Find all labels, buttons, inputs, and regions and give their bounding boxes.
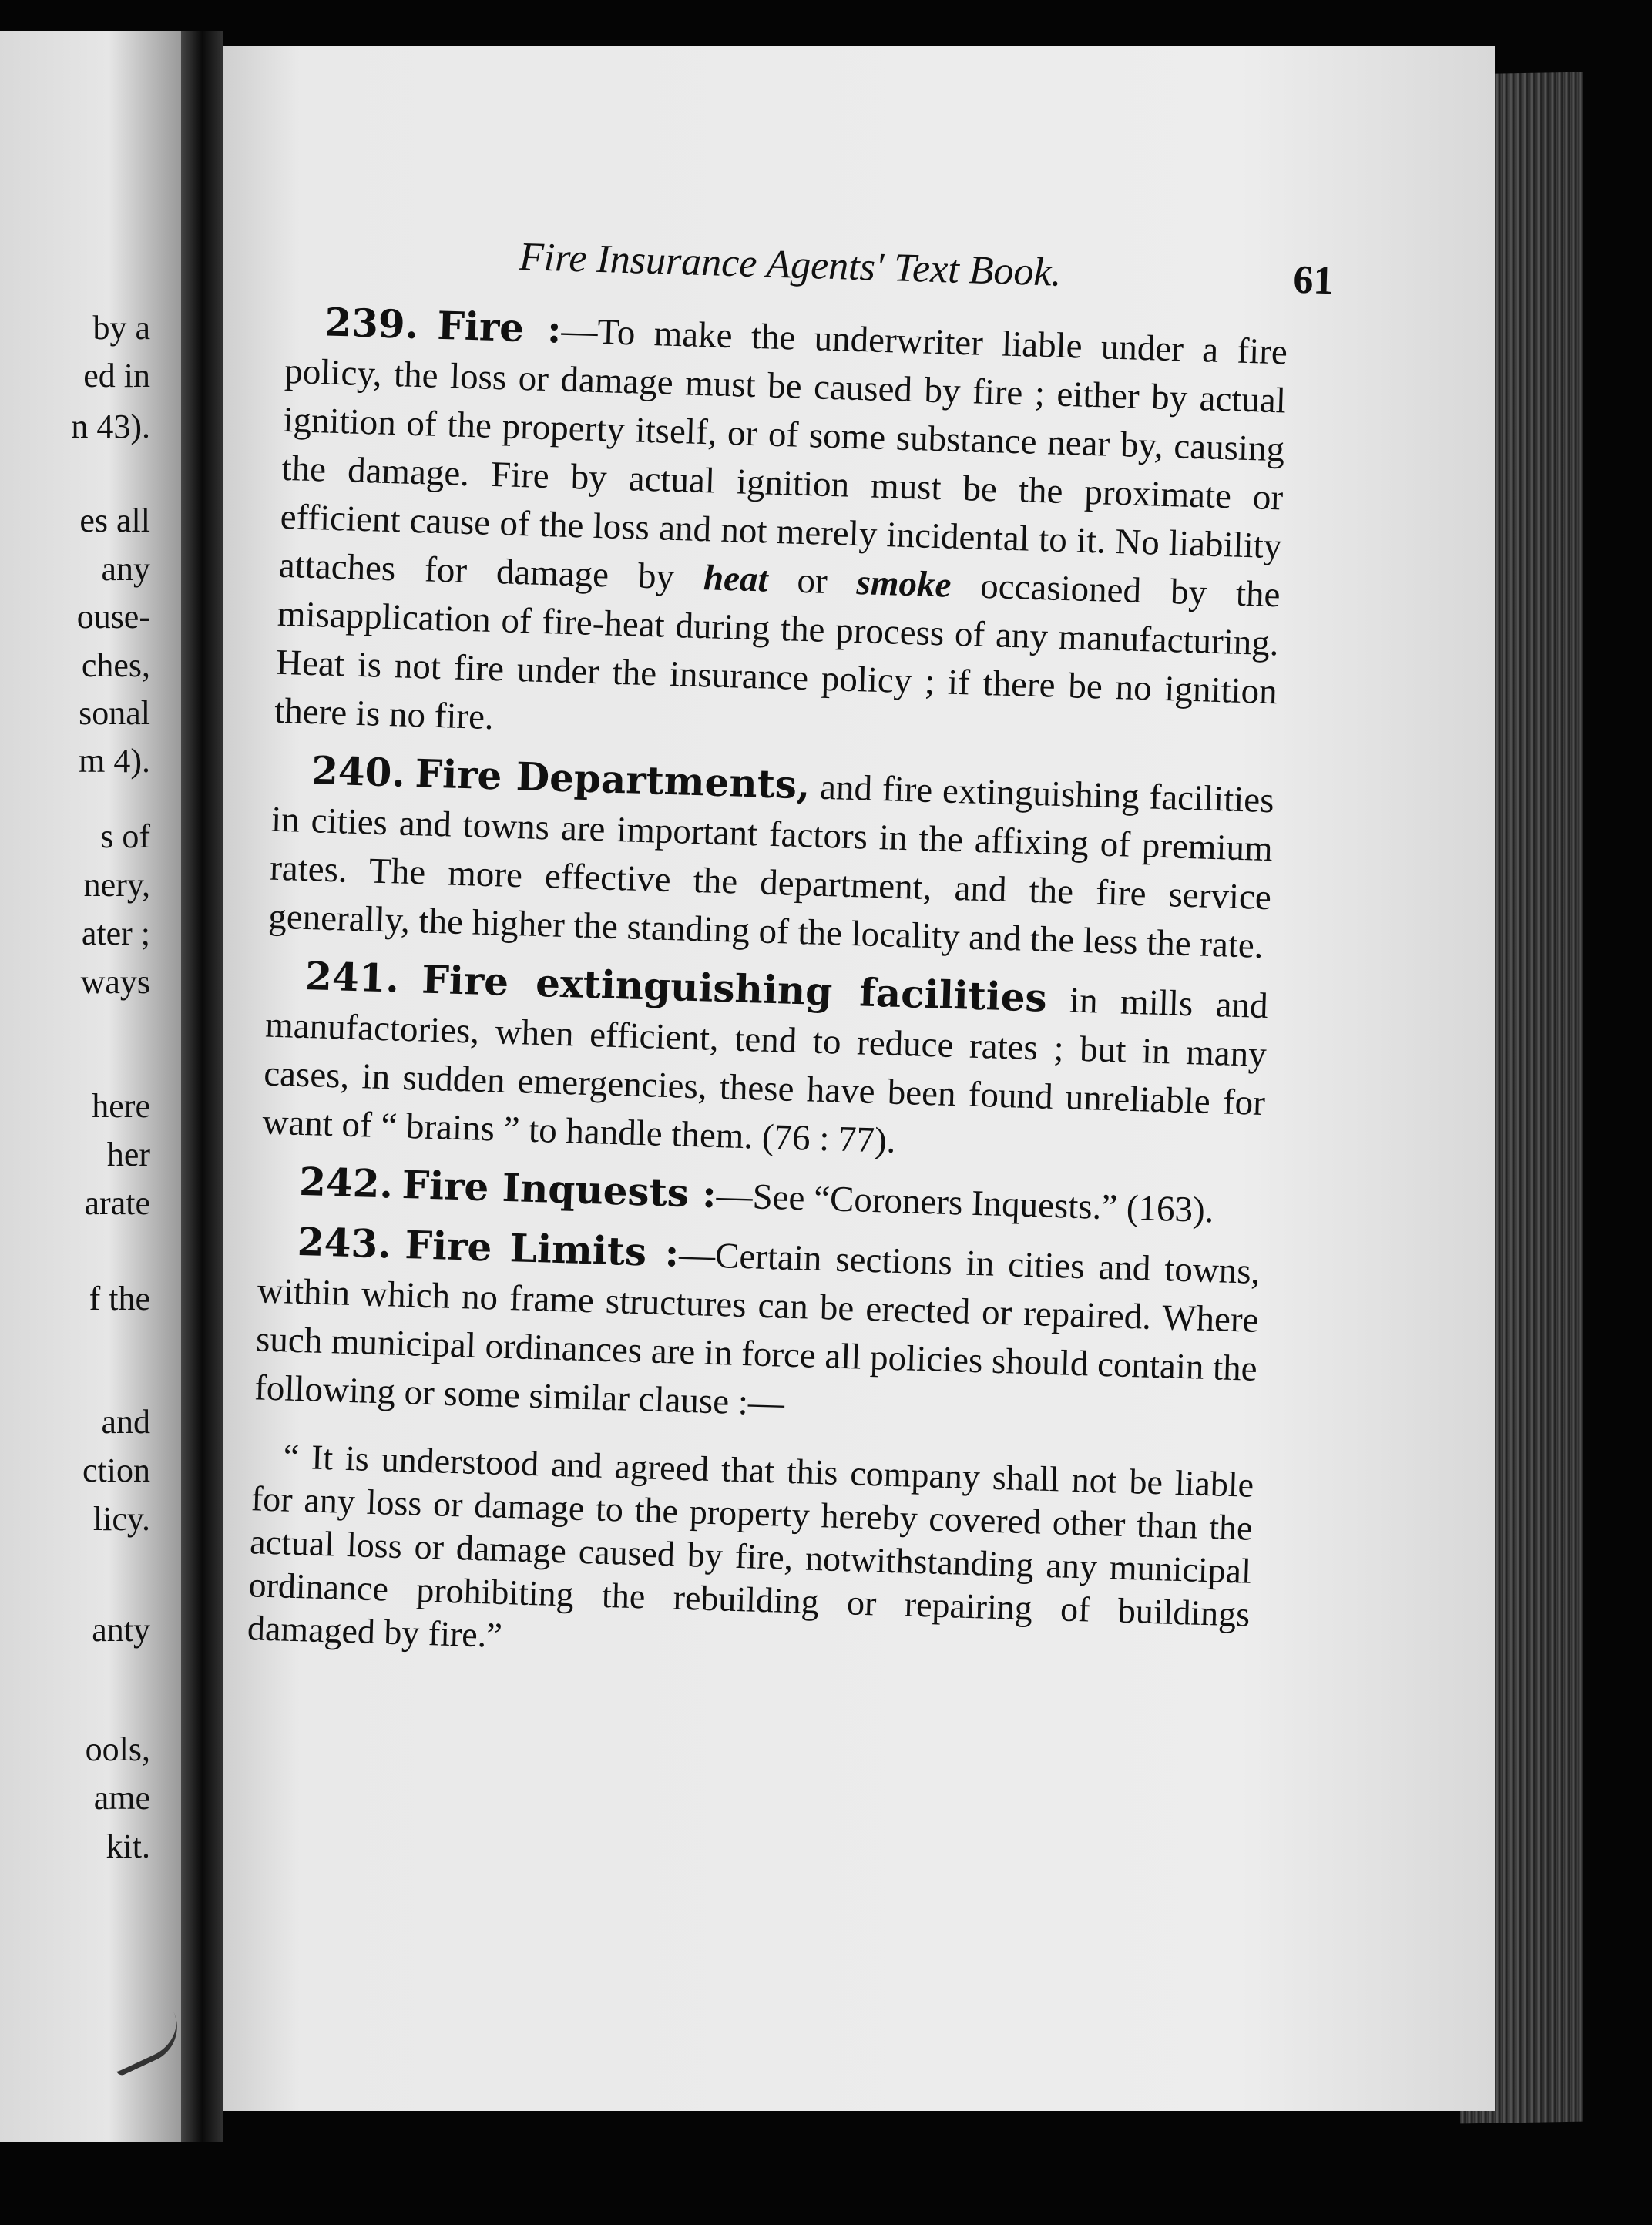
left-page-line: ater ; (81, 914, 150, 952)
emphasis-term: smoke (855, 562, 952, 606)
book-gutter (181, 31, 223, 2142)
left-page-line: n 43). (71, 408, 150, 445)
left-page-line: arate (84, 1184, 150, 1222)
entry-241 (262, 951, 1269, 1176)
left-page-fragment (0, 31, 181, 2142)
left-page-line: sonal (79, 694, 150, 732)
left-page-line: ouse- (76, 598, 150, 636)
entry-text: or (767, 559, 858, 603)
entry-heading: Fire Departments, (414, 750, 811, 808)
left-page-line: s of (100, 817, 150, 855)
entry-text: and fire extinguishing facilities in cities and towns are important factors in the affixing of premium rates. The more effective the department, and the fire service generally, the higher the standing of the locality and the less the rate. (267, 767, 1275, 966)
entry-239 (274, 297, 1288, 765)
entry-243 (254, 1216, 1261, 1441)
left-page-line: ools, (85, 1730, 150, 1768)
emphasis-term: heat (703, 558, 769, 600)
left-page-line: by a (92, 309, 150, 347)
entry-number: 239. (324, 299, 419, 348)
left-page-line: her (106, 1136, 150, 1173)
entry-heading: Fire Limits : (404, 1222, 680, 1276)
left-page-line: f the (89, 1280, 150, 1317)
entry-number: 243. (297, 1218, 392, 1267)
entry-text: —Certain sections in cities and towns, within which no frame structures can be erected or repaired. Where such municipal ordinances are in force all policies should contain the following or some similar clause :— (254, 1234, 1261, 1424)
left-page-line: here (92, 1087, 150, 1125)
page-number: 61 (1292, 257, 1335, 304)
policy-clause-quote: “ It is understood and agreed that this company shall not be liable for any loss or damage to the property hereby covered other than the actual loss or damage caused by fire, notwithstanding any municipal ordinance prohibiting the rebuilding or repairing of buildings damaged by fire.” (247, 1436, 1254, 1656)
entry-text: in mills and manufactories, when efficient, tend to reduce rates ; but in many cases, in sudden emergencies, these have been found unreliable for want of “ brains ” to handle them. (76 : 77). (261, 979, 1269, 1161)
entry-number: 240. (311, 747, 406, 796)
entry-number: 242. (298, 1158, 394, 1207)
entry-text: —See “Coroners Inquests.” (163). (715, 1176, 1215, 1231)
entry-text: —To make the underwriter liable under a fire policy, the loss or damage must be caused by fire ; either by actual ignition of the property itself, or of some substance near by, causing the damage. Fire by actual ignition must be the proximate or efficient cause of the loss and not merely incidental to it. No liability attaches for damage by (278, 310, 1288, 599)
left-page-line: anty (92, 1611, 150, 1649)
entry-heading: Fire extinguishing facilities (421, 956, 1048, 1021)
page-text (247, 227, 1335, 1689)
left-page-line: ame (93, 1779, 150, 1817)
entry-240 (267, 745, 1274, 971)
entry-heading: Fire : (436, 302, 562, 352)
running-title: Fire Insurance Agents' Text Book. (519, 234, 1063, 295)
left-page-line: ed in (83, 357, 150, 394)
entry-heading: Fire Inquests : (401, 1161, 717, 1217)
left-page-line: kit. (106, 1827, 150, 1865)
left-page-line: es all (79, 502, 150, 539)
entry-text: occasioned by the misapplication of fire-heat during the process of any manufacturing. Heat is not fire under the insurance policy ; if there be no ignition there is no fire. (274, 565, 1281, 738)
left-page-line: ction (82, 1451, 150, 1489)
left-page-line: and (101, 1403, 150, 1441)
left-page-line: ways (80, 963, 150, 1001)
left-page-line: licy. (92, 1500, 150, 1538)
left-page-line: any (101, 550, 150, 588)
entry-number: 241. (304, 953, 400, 1002)
left-page-line: ches, (81, 646, 150, 684)
left-page-line: m 4). (79, 742, 150, 780)
left-page-line: nery, (83, 866, 150, 904)
book-page (223, 46, 1495, 2111)
